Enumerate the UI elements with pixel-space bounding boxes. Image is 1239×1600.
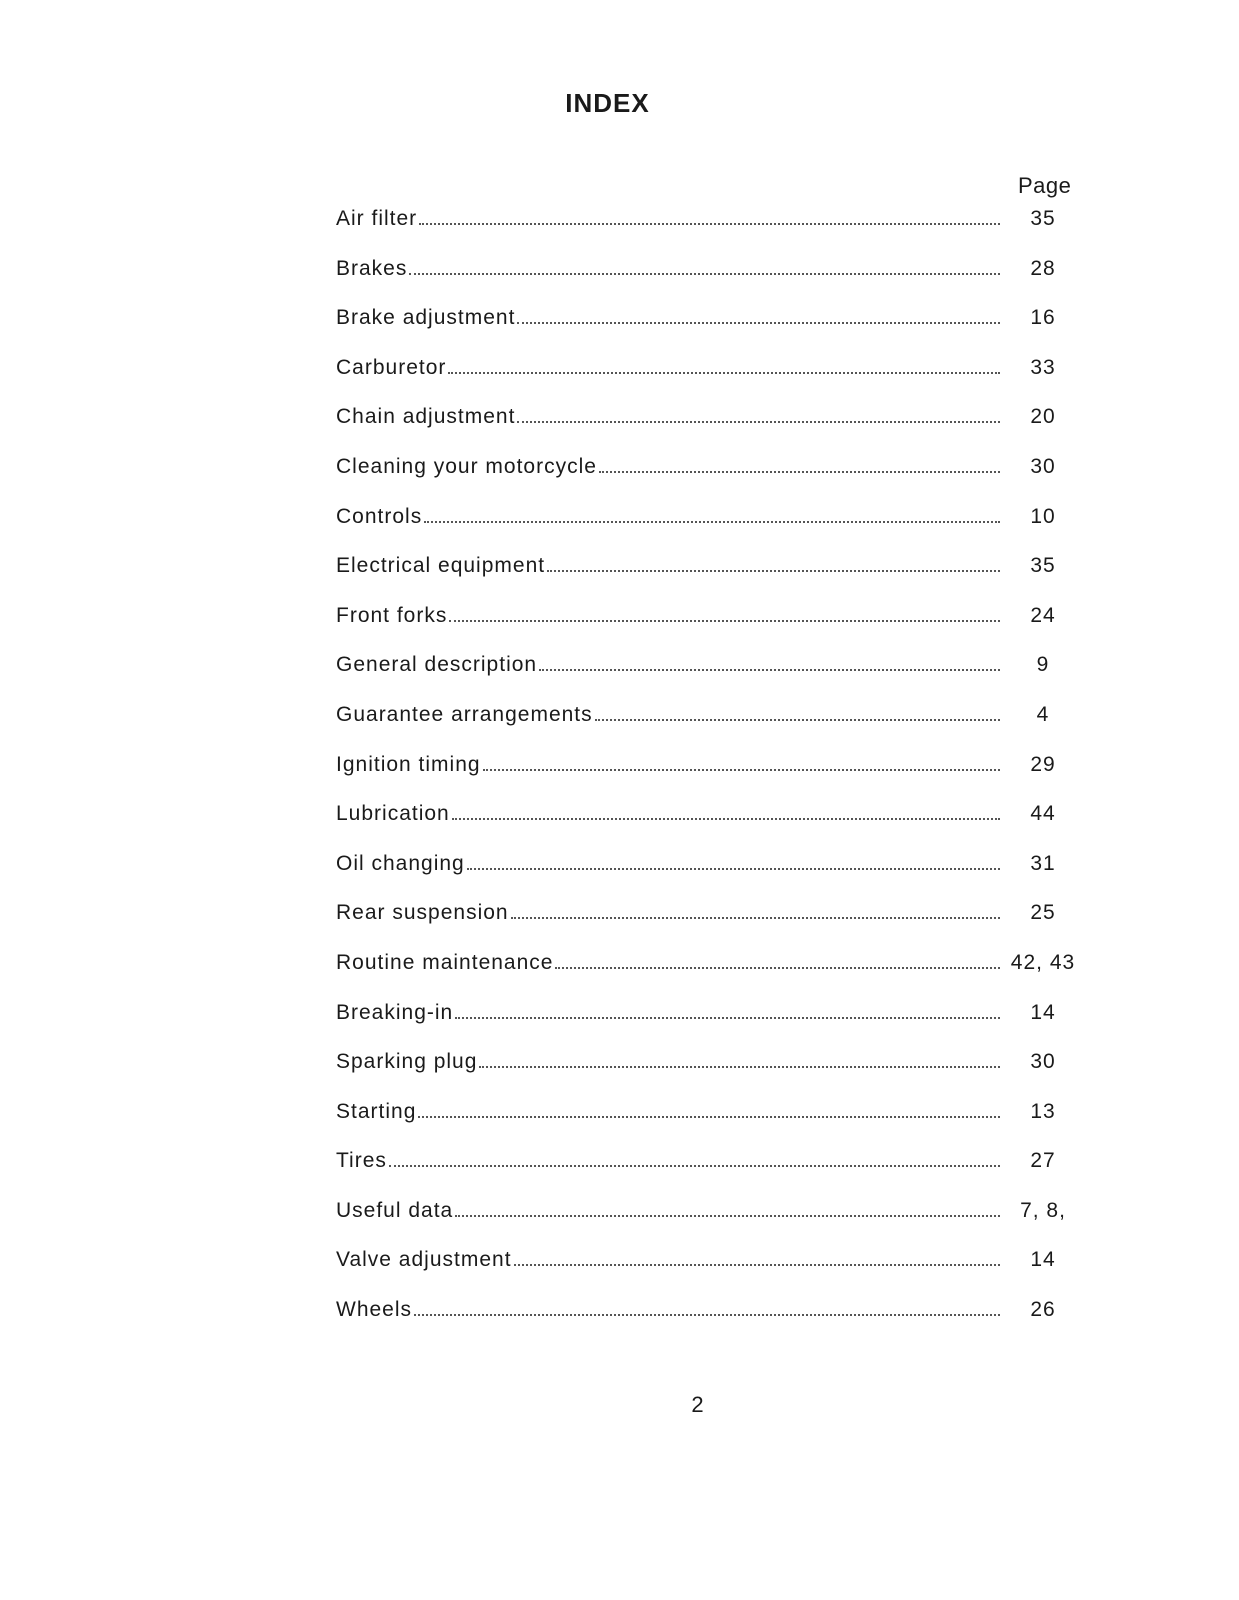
dot-leader (517, 322, 1000, 324)
dot-leader (517, 421, 1000, 423)
index-list (336, 207, 1076, 1348)
index-entry-topic: Rear suspension (336, 901, 509, 925)
index-entry-page: 16 (1030, 306, 1056, 330)
dot-leader (555, 967, 1000, 969)
dot-leader (414, 1314, 1000, 1316)
index-entry (336, 505, 1076, 555)
index-entry (336, 405, 1076, 455)
index-entry-topic: Guarantee arrangements (336, 702, 593, 726)
index-entry (336, 703, 1076, 753)
index-entry-page: 31 (1030, 851, 1056, 875)
index-entry (336, 207, 1076, 257)
index-entry-topic: Air filter (336, 207, 418, 230)
index-entry-page: 33 (1030, 355, 1056, 379)
index-entry (336, 604, 1076, 654)
dot-leader (452, 818, 1000, 820)
index-entry-page: 24 (1030, 603, 1056, 627)
dot-leader (448, 372, 1000, 374)
index-entry-topic: Valve adjustment (336, 1248, 512, 1272)
index-entry-topic: Starting (336, 1099, 417, 1123)
page-title: INDEX (565, 88, 650, 118)
index-entry (336, 901, 1076, 951)
index-entry-page: 20 (1030, 405, 1056, 429)
index-entry (336, 802, 1076, 852)
index-entry-topic: Carburetor (336, 355, 447, 379)
dot-leader (389, 1165, 1000, 1167)
index-entry-page: 14 (1030, 1000, 1056, 1024)
index-entry (336, 1050, 1076, 1100)
index-entry-topic: Wheels (336, 1298, 413, 1322)
index-entry-topic: Brake adjustment (336, 306, 516, 330)
index-entry-topic: Brakes (336, 256, 408, 280)
dot-leader (467, 868, 1000, 870)
dot-leader (455, 1017, 1000, 1019)
index-entry (336, 1001, 1076, 1051)
index-entry-page: 10 (1030, 504, 1056, 528)
dot-leader (599, 471, 1000, 473)
index-entry-topic: Oil changing (336, 851, 465, 875)
index-entry-page: 4 (1036, 702, 1050, 726)
index-entry (336, 356, 1076, 406)
index-entry (336, 1248, 1076, 1298)
dot-leader (419, 223, 1000, 225)
index-entry-page: 7, 8, (1020, 1198, 1066, 1222)
index-entry-topic: Cleaning your motorcycle (336, 454, 597, 478)
dot-leader (511, 917, 1000, 919)
index-entry-page: 42, 43 (1010, 950, 1076, 974)
index-entry-topic: Lubrication (336, 802, 450, 826)
index-entry-topic: Sparking plug (336, 1050, 478, 1074)
index-entry-topic: Front forks (336, 603, 448, 627)
index-entry (336, 1149, 1076, 1199)
index-entry-page: 30 (1030, 1050, 1056, 1074)
index-entry-page: 26 (1030, 1298, 1056, 1322)
index-entry-topic: Tires (336, 1149, 387, 1173)
dot-leader (449, 620, 1000, 622)
index-entry (336, 306, 1076, 356)
index-entry-page: 28 (1030, 256, 1056, 280)
dot-leader (483, 769, 1000, 771)
index-entry-page: 25 (1030, 901, 1056, 925)
index-entry-page: 27 (1030, 1149, 1056, 1173)
dot-leader (514, 1264, 1000, 1266)
index-entry-page: 35 (1030, 554, 1056, 578)
index-entry (336, 1199, 1076, 1249)
index-entry-page: 14 (1030, 1248, 1056, 1272)
index-entry (336, 1298, 1076, 1348)
index-entry-topic: Chain adjustment (336, 405, 516, 429)
index-entry (336, 554, 1076, 604)
page-number: 2 (691, 1392, 704, 1417)
index-entry (336, 653, 1076, 703)
index-entry (336, 455, 1076, 505)
index-entry-topic: Controls (336, 504, 423, 528)
index-entry-topic: Routine maintenance (336, 950, 554, 974)
index-entry-page: 44 (1030, 802, 1056, 826)
page-column-header: Page (1018, 173, 1072, 198)
index-entry-topic: General description (336, 653, 538, 677)
index-entry (336, 257, 1076, 307)
dot-leader (418, 1116, 1000, 1118)
dot-leader (479, 1066, 1000, 1068)
index-entry (336, 951, 1076, 1001)
index-entry-topic: Breaking-in (336, 1000, 454, 1024)
index-entry (336, 753, 1076, 803)
index-entry-page: 35 (1030, 207, 1056, 230)
index-entry-page: 30 (1030, 454, 1056, 478)
dot-leader (595, 719, 1000, 721)
index-entry-page: 13 (1030, 1099, 1056, 1123)
index-entry-topic: Electrical equipment (336, 554, 546, 578)
index-entry-topic: Useful data (336, 1198, 454, 1222)
index-entry (336, 852, 1076, 902)
dot-leader (539, 669, 1000, 671)
dot-leader (409, 273, 1000, 275)
index-entry-topic: Ignition timing (336, 752, 481, 776)
index-entry (336, 1100, 1076, 1150)
dot-leader (424, 521, 1000, 523)
dot-leader (547, 570, 1000, 572)
dot-leader (455, 1215, 1000, 1217)
index-entry-page: 9 (1036, 653, 1050, 677)
index-entry-page: 29 (1030, 752, 1056, 776)
